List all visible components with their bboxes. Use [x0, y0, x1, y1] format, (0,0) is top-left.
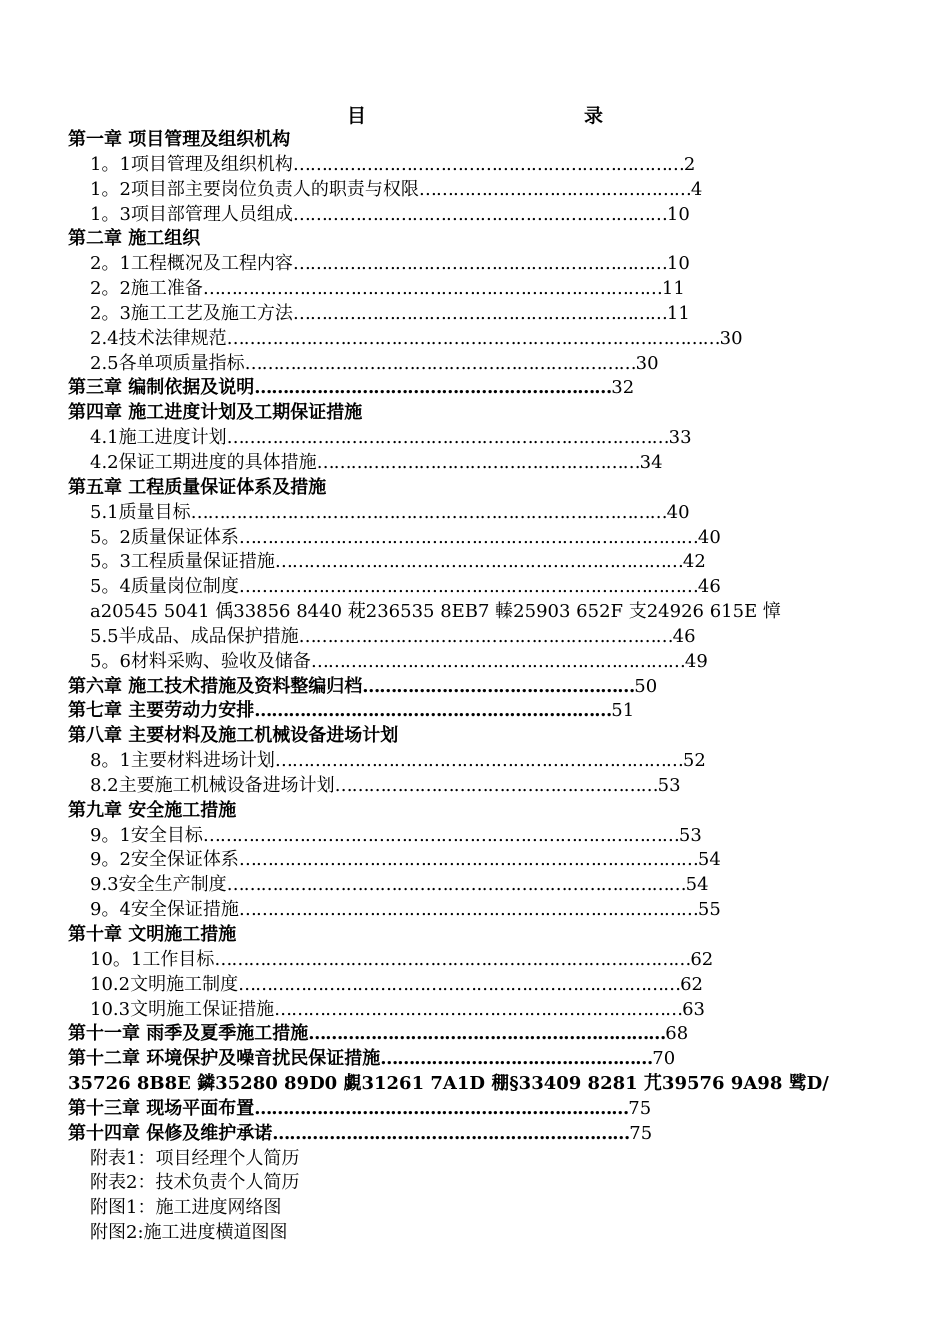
toc-page-number: 53	[678, 824, 702, 846]
toc-entry-label: 第十一章 雨季及夏季施工措施	[68, 1023, 309, 1045]
toc-chapter-entry	[68, 476, 868, 501]
toc-dot-leader: ………………………………………………………	[272, 1122, 630, 1144]
toc-section-entry	[68, 948, 868, 973]
toc-page-number: 68	[665, 1023, 689, 1045]
toc-section-entry	[68, 252, 868, 277]
toc-entry-label: 第三章 编制依据及说明	[68, 377, 255, 399]
toc-chapter-entry	[68, 699, 868, 724]
toc-page-number: 34	[639, 451, 663, 473]
toc-section-entry	[68, 327, 868, 352]
toc-page-number: 52	[682, 750, 706, 772]
toc-page-number: 2	[683, 153, 696, 175]
toc-dot-leader: …………………………………………	[362, 675, 635, 697]
toc-garbled-line	[68, 600, 868, 625]
toc-entry-label: 1。2项目部主要岗位负责人的职责与权限	[90, 178, 419, 200]
toc-dot-leader: …………………………………………………………	[298, 625, 673, 647]
toc-entry-label: 2.4技术法律规范	[90, 327, 227, 349]
toc-dot-leader: ………………………………………………………………………	[238, 899, 698, 921]
toc-chapter-entry	[68, 923, 868, 948]
toc-page-number: 33	[668, 427, 692, 449]
toc-page-number: 11	[661, 278, 685, 300]
toc-chapter-entry	[68, 1122, 868, 1147]
toc-dot-leader: ………………………………………………………………………	[226, 874, 686, 896]
toc-dot-leader: …………………………………………	[380, 1048, 653, 1070]
toc-entry-label: 5。4质量岗位制度	[90, 576, 239, 598]
toc-dot-leader: …………………………………………………………………………	[202, 824, 679, 846]
toc-entry-label: 第八章 主要材料及施工机械设备进场计划	[68, 725, 399, 747]
toc-dot-leader: ………………………………………………………………………	[238, 849, 698, 871]
toc-entry-label: 第五章 工程质量保证体系及措施	[68, 476, 327, 498]
toc-dot-leader: …………………………………………………………………………	[190, 501, 667, 523]
toc-entry-label: 5。2质量保证体系	[90, 526, 239, 548]
toc-entry-label: 10.2文明施工制度	[90, 973, 239, 995]
toc-dot-leader: …………………………………………	[418, 178, 691, 200]
toc-entry-label: 2。3施工工艺及施工方法	[90, 302, 293, 324]
toc-section-entry	[68, 873, 868, 898]
toc-section-entry	[68, 501, 868, 526]
toc-chapter-entry	[68, 1047, 868, 1072]
toc-dot-leader: …………………………………………………………	[310, 650, 685, 672]
toc-dot-leader: ………………………………………………………………	[274, 750, 683, 772]
toc-section-entry	[68, 973, 868, 998]
toc-chapter-entry	[68, 675, 868, 700]
toc-section-entry	[68, 749, 868, 774]
toc-dot-leader: ………………………………………………………………………	[202, 278, 662, 300]
toc-section-entry	[68, 650, 868, 675]
toc-title: 目 录	[346, 105, 663, 127]
toc-entry-label: 第二章 施工组织	[68, 228, 201, 250]
toc-dot-leader: ………………………………………………………	[308, 1023, 666, 1045]
toc-entry-label: 2。2施工准备	[90, 278, 203, 300]
toc-section-entry	[68, 426, 868, 451]
toc-chapter-entry	[68, 376, 868, 401]
toc-page-number: 70	[652, 1048, 676, 1070]
toc-entry-label: 2.5各单项质量指标	[90, 352, 245, 374]
toc-entry-label: 第七章 主要劳动力安排	[68, 700, 255, 722]
toc-dot-leader: ……………………………………………………………	[244, 352, 636, 374]
toc-dot-leader: …………………………………………………	[334, 774, 658, 796]
toc-section-entry	[68, 848, 868, 873]
toc-section-entry	[68, 774, 868, 799]
toc-chapter-entry	[68, 128, 868, 153]
toc-entry-label: 附表2：技术负责个人简历	[90, 1172, 300, 1194]
toc-garbled-line	[68, 1072, 868, 1097]
toc-entry-label: 5.1质量目标	[90, 501, 191, 523]
toc-section-entry	[68, 203, 868, 228]
toc-section-entry	[68, 277, 868, 302]
toc-section-entry	[68, 451, 868, 476]
toc-entry-label: 9.3安全生产制度	[90, 874, 227, 896]
toc-dot-leader: …………………………………………………………	[292, 253, 667, 275]
toc-section-entry	[68, 898, 868, 923]
toc-page-number: 53	[657, 774, 681, 796]
toc-entry-label: 1。1项目管理及组织机构	[90, 153, 293, 175]
toc-page-number: 46	[697, 576, 721, 598]
toc-chapter-entry	[68, 227, 868, 252]
toc-chapter-entry	[68, 1097, 868, 1122]
toc-page-number: 50	[634, 675, 658, 697]
toc-page-number: 30	[719, 327, 743, 349]
toc-entry-label: 4.2保证工期进度的具体措施	[90, 451, 317, 473]
toc-page-number: 10	[666, 253, 690, 275]
toc-entry-label: 1。3项目部管理人员组成	[90, 203, 293, 225]
toc-entry-label: a20545 5041 偊33856 8440 萙236535 8EB7 轃25903 652F 支24926 615E 慞	[90, 601, 781, 623]
toc-dot-leader: …………………………………………………………	[292, 203, 667, 225]
toc-page-number: 11	[666, 302, 690, 324]
toc-dot-leader: ………………………………………………………………………	[238, 576, 698, 598]
toc-section-entry	[68, 625, 868, 650]
toc-page-number: 30	[635, 352, 659, 374]
table-of-contents	[68, 128, 868, 1246]
toc-section-entry	[68, 302, 868, 327]
toc-entry-label: 2。1工程概况及工程内容	[90, 253, 293, 275]
toc-entry-label: 第九章 安全施工措施	[68, 799, 237, 821]
toc-page-number: 32	[611, 377, 635, 399]
toc-page-number: 10	[666, 203, 690, 225]
toc-section-entry	[68, 153, 868, 178]
toc-dot-leader: …………………………………………………	[316, 451, 640, 473]
toc-page-number: 46	[672, 625, 696, 647]
toc-page-number: 62	[690, 948, 714, 970]
toc-section-entry	[68, 575, 868, 600]
toc-dot-leader: ………………………………………………………………	[274, 551, 683, 573]
toc-entry-label: 8。1主要材料进场计划	[90, 750, 275, 772]
toc-section-entry	[68, 998, 868, 1023]
toc-page-number: 49	[684, 650, 708, 672]
toc-section-entry	[68, 550, 868, 575]
toc-chapter-entry	[68, 799, 868, 824]
toc-section-entry	[68, 526, 868, 551]
toc-dot-leader: ………………………………………………………………	[274, 998, 683, 1020]
toc-page-number: 4	[690, 178, 703, 200]
toc-entry-label: 9。1安全目标	[90, 824, 203, 846]
toc-entry-label: 10.3文明施工保证措施	[90, 998, 275, 1020]
toc-dot-leader: ……………………………………………………………	[292, 153, 684, 175]
toc-page-number: 40	[697, 526, 721, 548]
toc-page-number: 42	[682, 551, 706, 573]
toc-section-entry	[68, 824, 868, 849]
toc-section-entry	[68, 352, 868, 377]
toc-entry-label: 4.1施工进度计划	[90, 427, 227, 449]
toc-entry-label: 第六章 施工技术措施及资料整编归档	[68, 675, 363, 697]
toc-entry-label: 第十章 文明施工措施	[68, 924, 237, 945]
toc-dot-leader: ……………………………………………………………………………	[226, 327, 720, 349]
toc-dot-leader: …………………………………………………………………………	[214, 948, 691, 970]
toc-section-entry	[68, 1147, 868, 1172]
toc-entry-label: 10。1工作目标	[90, 948, 215, 970]
toc-dot-leader: ………………………………………………………	[254, 377, 612, 399]
toc-section-entry	[68, 178, 868, 203]
toc-dot-leader: …………………………………………………………	[254, 1097, 629, 1119]
toc-section-entry	[68, 1196, 868, 1221]
toc-dot-leader: …………………………………………………………	[292, 302, 667, 324]
toc-entry-label: 9。2安全保证体系	[90, 849, 239, 871]
toc-entry-label: 第四章 施工进度计划及工期保证措施	[68, 402, 363, 424]
toc-entry-label: 8.2主要施工机械设备进场计划	[90, 774, 335, 796]
toc-chapter-entry	[68, 1022, 868, 1047]
toc-entry-label: 第一章 项目管理及组织机构	[68, 129, 291, 150]
toc-chapter-entry	[68, 401, 868, 426]
toc-entry-label: 9。4安全保证措施	[90, 899, 239, 921]
toc-dot-leader: ………………………………………………………	[254, 700, 612, 722]
toc-page-number: 54	[685, 874, 709, 896]
toc-entry-label: 第十二章 环境保护及噪音扰民保证措施	[68, 1048, 381, 1070]
toc-entry-label: 5。6材料采购、验收及储备	[90, 650, 311, 672]
toc-page-number: 62	[680, 973, 703, 995]
toc-page-number: 55	[697, 899, 721, 921]
toc-page-number: 63	[682, 998, 705, 1020]
toc-page-number: 75	[628, 1097, 652, 1119]
toc-dot-leader: ……………………………………………………………………	[226, 427, 669, 449]
toc-dot-leader: ………………………………………………………………………	[238, 526, 698, 548]
toc-entry-label: 第十四章 保修及维护承诺	[68, 1122, 273, 1144]
toc-entry-label: 5。3工程质量保证措施	[90, 551, 275, 573]
toc-entry-label: 附图2:施工进度横道图图	[90, 1222, 288, 1244]
toc-entry-label: 35726 8B8E 鏻35280 89D0 覷31261 7A1D 稝§33409 8281 芁39576 9A98 骘D/	[68, 1073, 829, 1095]
toc-page-number: 75	[629, 1122, 653, 1144]
toc-dot-leader: ……………………………………………………………………	[238, 973, 681, 995]
toc-entry-label: 附图1：施工进度网络图	[90, 1197, 282, 1219]
toc-section-entry	[68, 1171, 868, 1196]
toc-page-number: 51	[611, 700, 635, 722]
toc-page-number: 40	[666, 501, 690, 523]
toc-chapter-entry	[68, 724, 868, 749]
toc-entry-label: 附表1：项目经理个人简历	[90, 1147, 300, 1169]
toc-entry-label: 第十三章 现场平面布置	[68, 1097, 255, 1119]
toc-page-number: 54	[697, 849, 721, 871]
toc-section-entry	[68, 1221, 868, 1246]
toc-entry-label: 5.5半成品、成品保护措施	[90, 625, 299, 647]
